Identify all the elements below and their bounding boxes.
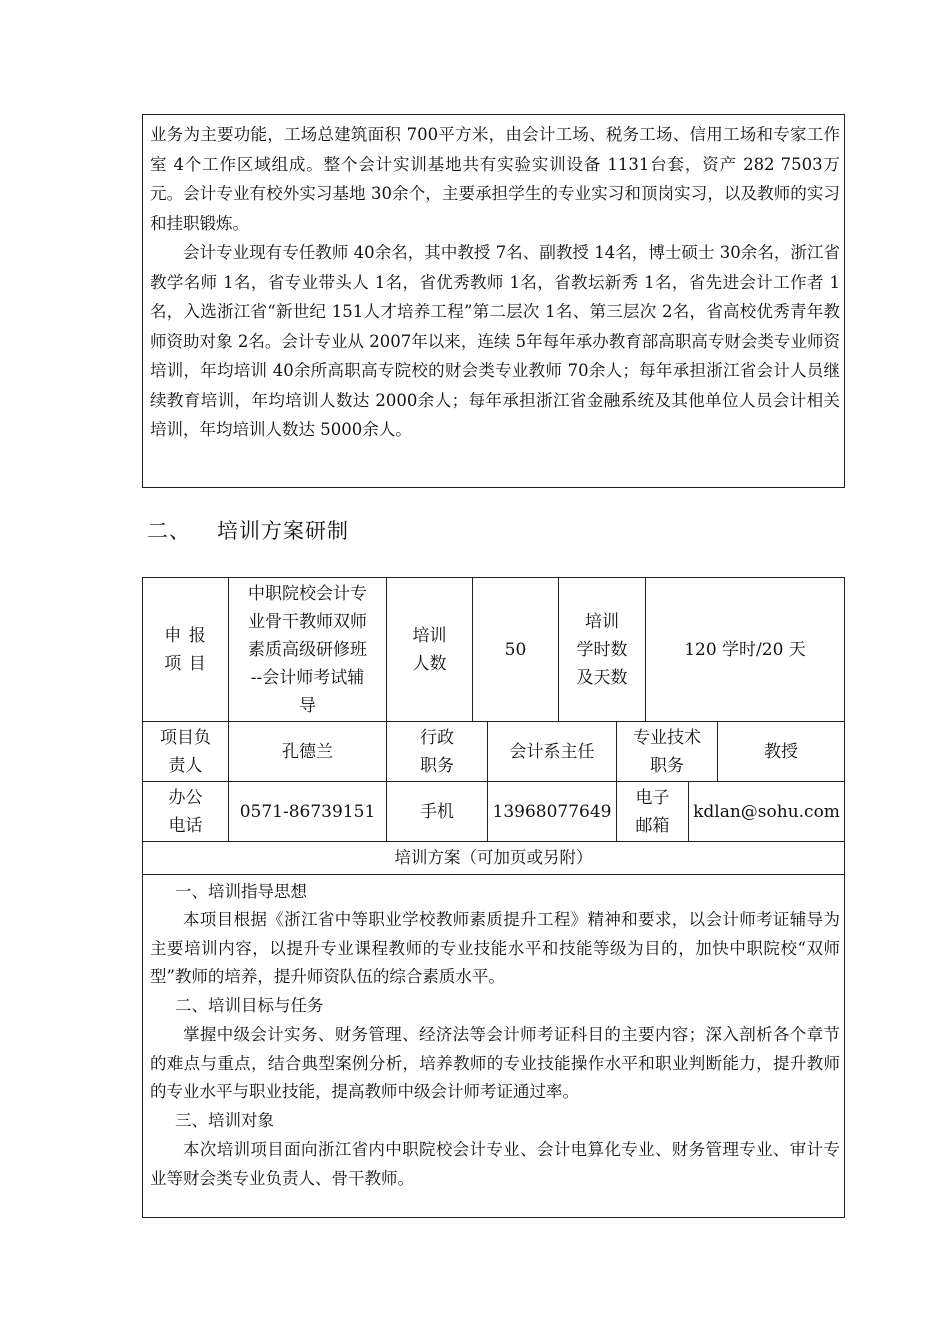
email-label-line: 电子	[635, 787, 670, 808]
plan-section-2-heading: 二、培训目标与任务	[175, 996, 324, 1015]
plan-section-1-heading: 一、培训指导思想	[175, 882, 307, 901]
row-divider	[142, 841, 845, 842]
mobile-label: 手机	[420, 801, 454, 822]
section-heading	[147, 515, 349, 545]
trainee-label-line: 培训	[412, 625, 447, 646]
plan-section-3-body: 本次培训项目面向浙江省内中职院校会计专业、会计电算化专业、财务管理专业、审计专业等财会类专业负责人、骨干教师。	[150, 1140, 840, 1188]
admin-label-line: 职务	[420, 755, 454, 776]
project-name-line: 业骨干教师双师	[248, 611, 367, 632]
phone-label-line: 办公	[168, 787, 203, 808]
plan-section-2-body: 掌握中级会计实务、财务管理、经济法等会计师考证科目的主要内容；深入剖析各个章节的难点与重点，结合典型案例分析，培养教师的专业技能操作水平和职业判断能力，提升教师的专业水平与职业技能，提高教师中级会计师考证通过率。	[150, 1025, 840, 1101]
email-value: kdlan@sohu.com	[693, 801, 840, 822]
leader-value: 孔德兰	[282, 741, 333, 762]
title-label-line: 职务	[650, 755, 684, 776]
plan-section-3-heading: 三、培训对象	[175, 1111, 274, 1130]
admin-label-line: 行政	[420, 727, 454, 748]
project-label-line: 申 报	[164, 625, 207, 646]
project-name-line: 导	[299, 695, 316, 716]
hours-label-line: 学时数	[576, 639, 628, 660]
professional-title-label	[617, 722, 717, 781]
section-number: 二、	[147, 519, 191, 543]
intro-paragraph-2: 会计专业现有专任教师 40余名，其中教授 7名、副教授 14名，博士硕士 30余名，浙江省教学名师 1名，省专业带头人 1名，省优秀教师 1名，省教坛新秀 1名，省先进会计工作者 1名，入选浙江省“新世纪 151人才培养工程”第二层次 1名、第三层次 2名，省高校优秀青年教师资助对象 2名。会计专业从 2007年以来，连续 5年每年承办教育部高职高专财会类专业师资培训，年均培训 40余所高职高专院校的财会类专业教师 70余人；每年承担浙江省会计人员继续教育培训，年均培训人数达 2000余人；每年承担浙江省金融系统及其他单位人员会计相关培训，年均培训人数达 5000余人。	[150, 243, 840, 439]
project-name-line: 中职院校会计专	[248, 583, 367, 604]
hours-label-line: 培训	[585, 611, 619, 632]
project-name-line: 素质高级研修班	[248, 639, 367, 660]
trainee-count-value: 50	[504, 639, 527, 660]
section-title: 培训方案研制	[217, 519, 349, 543]
admin-position-label	[387, 722, 487, 781]
leader-label-line: 责人	[168, 755, 203, 776]
professional-title-value: 教授	[764, 741, 798, 762]
plan-section-1-body: 本项目根据《浙江省中等职业学校教师素质提升工程》精神和要求，以会计师考证辅导为主要培训内容，以提升专业课程教师的专业技能水平和技能等级为目的，加快中职院校“双师型”教师的培养，提升师资队伍的综合素质水平。	[150, 910, 840, 986]
leader-label-line: 项目负	[160, 727, 211, 748]
trainee-count-label	[387, 578, 472, 721]
admin-position-value: 会计系主任	[509, 741, 595, 762]
title-label-line: 专业技术	[633, 727, 701, 748]
hours-label	[559, 578, 645, 721]
hours-value: 120 学时/20 天	[684, 639, 806, 660]
email-label	[617, 782, 688, 841]
project-label-line: 项 目	[164, 653, 207, 674]
trainee-label-line: 人数	[412, 653, 447, 674]
email-label-line: 邮箱	[635, 815, 670, 836]
leader-label	[143, 722, 228, 781]
project-name	[229, 578, 386, 721]
office-phone-value: 0571-86739151	[239, 801, 376, 822]
project-name-line: --会计师考试辅	[250, 667, 365, 688]
row-divider	[142, 874, 845, 875]
hours-label-line: 及天数	[576, 667, 628, 688]
phone-label-line: 电话	[168, 815, 203, 836]
mobile-value: 13968077649	[492, 801, 612, 822]
intro-paragraph-1: 业务为主要功能，工场总建筑面积 700平方米，由会计工场、税务工场、信用工场和专家工作室 4个工作区域组成。整个会计实训基地共有实验实训设备 1131台套，资产 282 7503万元。会计专业有校外实习基地 30余个，主要承担学生的专业实习和顶岗实习，以及教师的实习和挂职锻炼。	[150, 125, 840, 233]
training-plan-title: 培训方案（可加页或另附）	[394, 848, 593, 867]
office-phone-label	[143, 782, 228, 841]
project-label	[143, 578, 228, 721]
